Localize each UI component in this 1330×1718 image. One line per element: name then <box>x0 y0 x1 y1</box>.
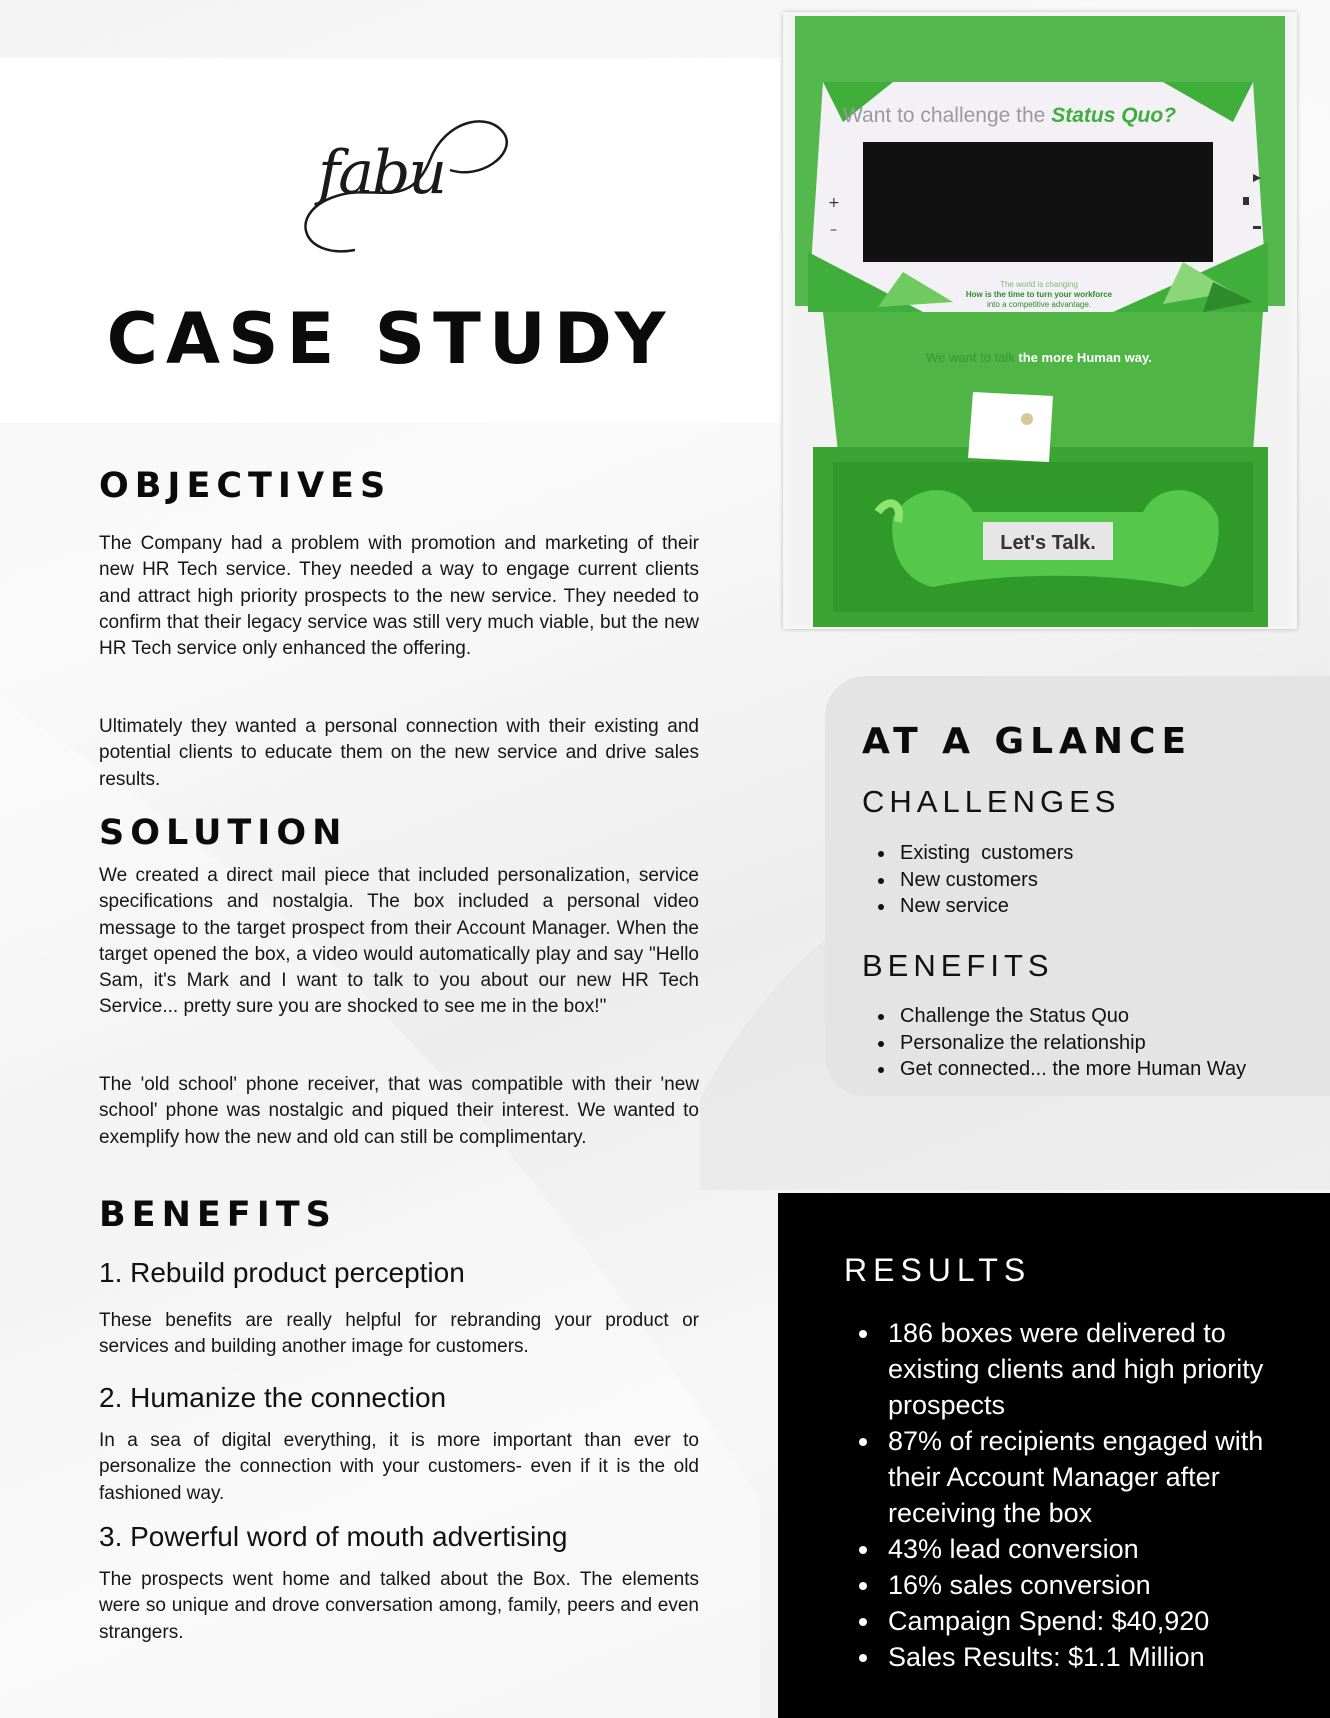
challenges-list <box>872 840 1073 920</box>
result-item: • Sales Results: $1.1 Million <box>882 1639 1312 1675</box>
challenge-item: • New customers <box>896 867 1073 894</box>
svg-text:We want to talk the more Human <box>926 350 1152 365</box>
solution-paragraph-1: We created a direct mail piece that included personalization, service specifications and nostalgia. The box included a personal video message to the target prospect from their Account Manager. When the target opened the box, a video would automatically play and say "Hello Sam, it's Mark and I want to talk to you about our new HR Tech Service... pretty sure you are shocked to see me in the box!" <box>99 865 699 1018</box>
glance-benefit-item: • Personalize the relationship <box>896 1030 1246 1057</box>
product-box-illustration <box>783 12 1297 629</box>
objectives-paragraph-2: Ultimately they wanted a personal connection with their existing and potential clients to educate them on the new service and drive sales results. <box>99 716 699 790</box>
objectives-paragraph-1: The Company had a problem with promotion and marketing of their new HR Tech service. They needed a way to engage current clients and attract high priority prospects to the new service. They needed to confirm that their legacy service was still very much viable, but the new HR Tech service only enhanced the offering. <box>99 533 699 660</box>
svg-text:–: – <box>830 222 837 238</box>
glance-benefit-item: • Get connected... the more Human Way <box>896 1056 1246 1083</box>
lid-text-bold: Status Quo? <box>1051 104 1177 127</box>
result-item: • 87% of recipients engaged with their Account Manager after receiving the box <box>882 1423 1312 1531</box>
product-photo <box>783 12 1297 629</box>
results-heading: RESULTS <box>844 1252 1032 1288</box>
svg-text:+: + <box>828 195 840 211</box>
benefit-3-text: The prospects went home and talked about the Box. The elements were so unique and drove conversation among, family, peers and even strangers. <box>99 1569 699 1643</box>
results-list <box>858 1315 1312 1675</box>
at-a-glance-heading: AT A GLANCE <box>862 721 1193 762</box>
glance-benefit-item: • Challenge the Status Quo <box>896 1003 1246 1030</box>
svg-text:Want to challenge the Status Q <box>843 104 1176 127</box>
challenge-item: • Existing customers <box>896 840 1073 867</box>
lid-small-1: The world is changing <box>1000 280 1078 289</box>
benefits-heading: BENEFITS <box>99 1195 337 1235</box>
benefit-2-text: In a sea of digital everything, it is more important than ever to personalize the connection with your customers- even if it is the old fashioned way. <box>99 1430 699 1504</box>
tray-text-bold: the more Human way. <box>1018 350 1152 365</box>
solution-paragraph-2: The 'old school' phone receiver, that was compatible with their 'new school' phone was nostalgic and piqued their interest. We wanted to exemplify how the new and old can still be complimentary. <box>99 1074 699 1148</box>
challenges-heading: CHALLENGES <box>862 784 1121 819</box>
objectives-heading: OBJECTIVES <box>99 466 392 506</box>
benefit-1-text: These benefits are really helpful for rebranding your product or services and building another image for customers. <box>99 1310 699 1358</box>
tray-text-prefix: We want to talk <box>926 350 1019 365</box>
result-item: • 43% lead conversion <box>882 1531 1312 1567</box>
lid-small-3: into a competitive advantage. <box>986 300 1092 309</box>
phone-text: Let's Talk. <box>1000 532 1096 554</box>
benefit-1-title: 1. Rebuild product perception <box>99 1257 465 1288</box>
result-item: • Campaign Spend: $40,920 <box>882 1603 1312 1639</box>
result-item: • 16% sales conversion <box>882 1567 1312 1603</box>
lid-small-2: How is the time to turn your workforce <box>965 290 1113 299</box>
benefit-3-title: 3. Powerful word of mouth advertising <box>99 1521 568 1552</box>
lid-text-prefix: Want to challenge the <box>843 104 1052 127</box>
result-item: • 186 boxes were delivered to existing clients and high priority prospects <box>882 1315 1312 1423</box>
glance-benefits-heading: BENEFITS <box>862 948 1054 983</box>
logo-text: fabu <box>318 138 446 208</box>
challenge-item: • New service <box>896 893 1073 920</box>
solution-heading: SOLUTION <box>99 813 348 853</box>
page-title: CASE STUDY <box>106 298 674 380</box>
benefit-2-title: 2. Humanize the connection <box>99 1382 447 1413</box>
glance-benefits-list <box>872 1003 1246 1083</box>
